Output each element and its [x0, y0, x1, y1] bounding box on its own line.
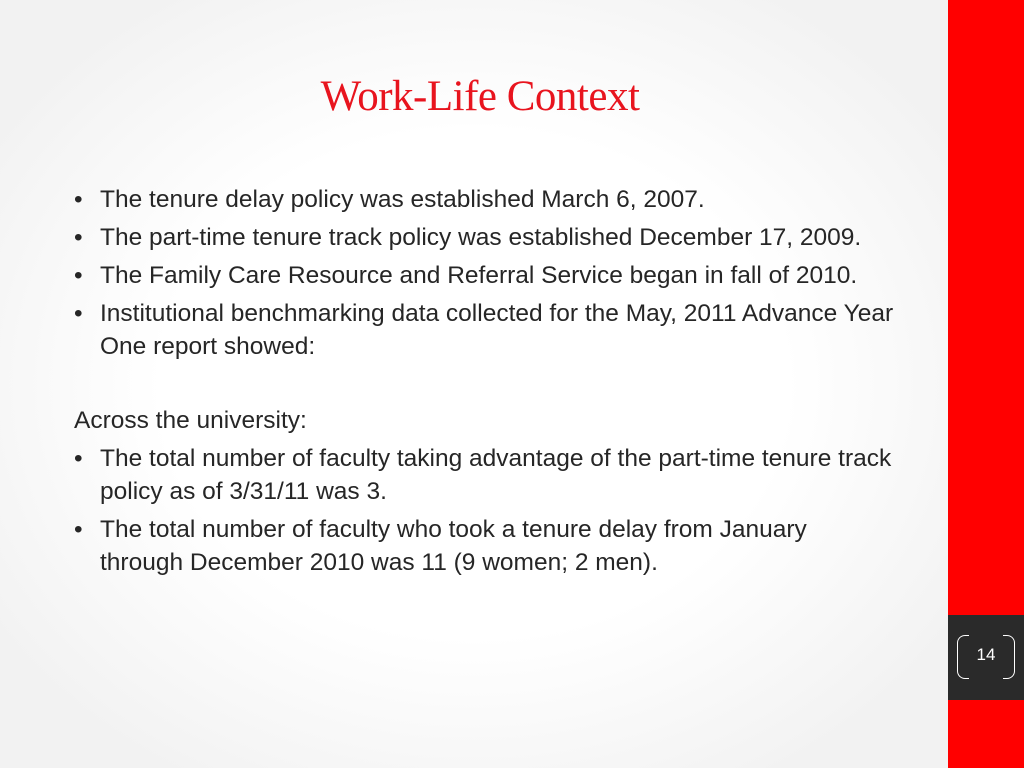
slide-body: [74, 183, 894, 584]
top-bullet-list: [74, 183, 894, 363]
spacer: [74, 368, 894, 404]
bullet-item: • The tenure delay policy was established March 6, 2007.: [74, 183, 894, 216]
bullet-item: • The total number of faculty who took a tenure delay from January through December 2010 was 11 (9 women; 2 men).: [74, 513, 894, 579]
bullet-item: • The Family Care Resource and Referral Service began in fall of 2010.: [74, 259, 894, 292]
bullet-item: • The part-time tenure track policy was established December 17, 2009.: [74, 221, 894, 254]
slide-title: Work-Life Context: [320, 73, 640, 120]
page-number: 14: [976, 645, 996, 664]
subheading: Across the university:: [74, 407, 307, 434]
bullet-item: • The total number of faculty taking advantage of the part-time tenure track policy as of 3/31/11 was 3.: [74, 442, 894, 508]
bullet-item: • Institutional benchmarking data collected for the May, 2011 Advance Year One report showed:: [74, 297, 894, 363]
bottom-bullet-list: [74, 442, 894, 579]
page-number-box: [948, 615, 1024, 700]
